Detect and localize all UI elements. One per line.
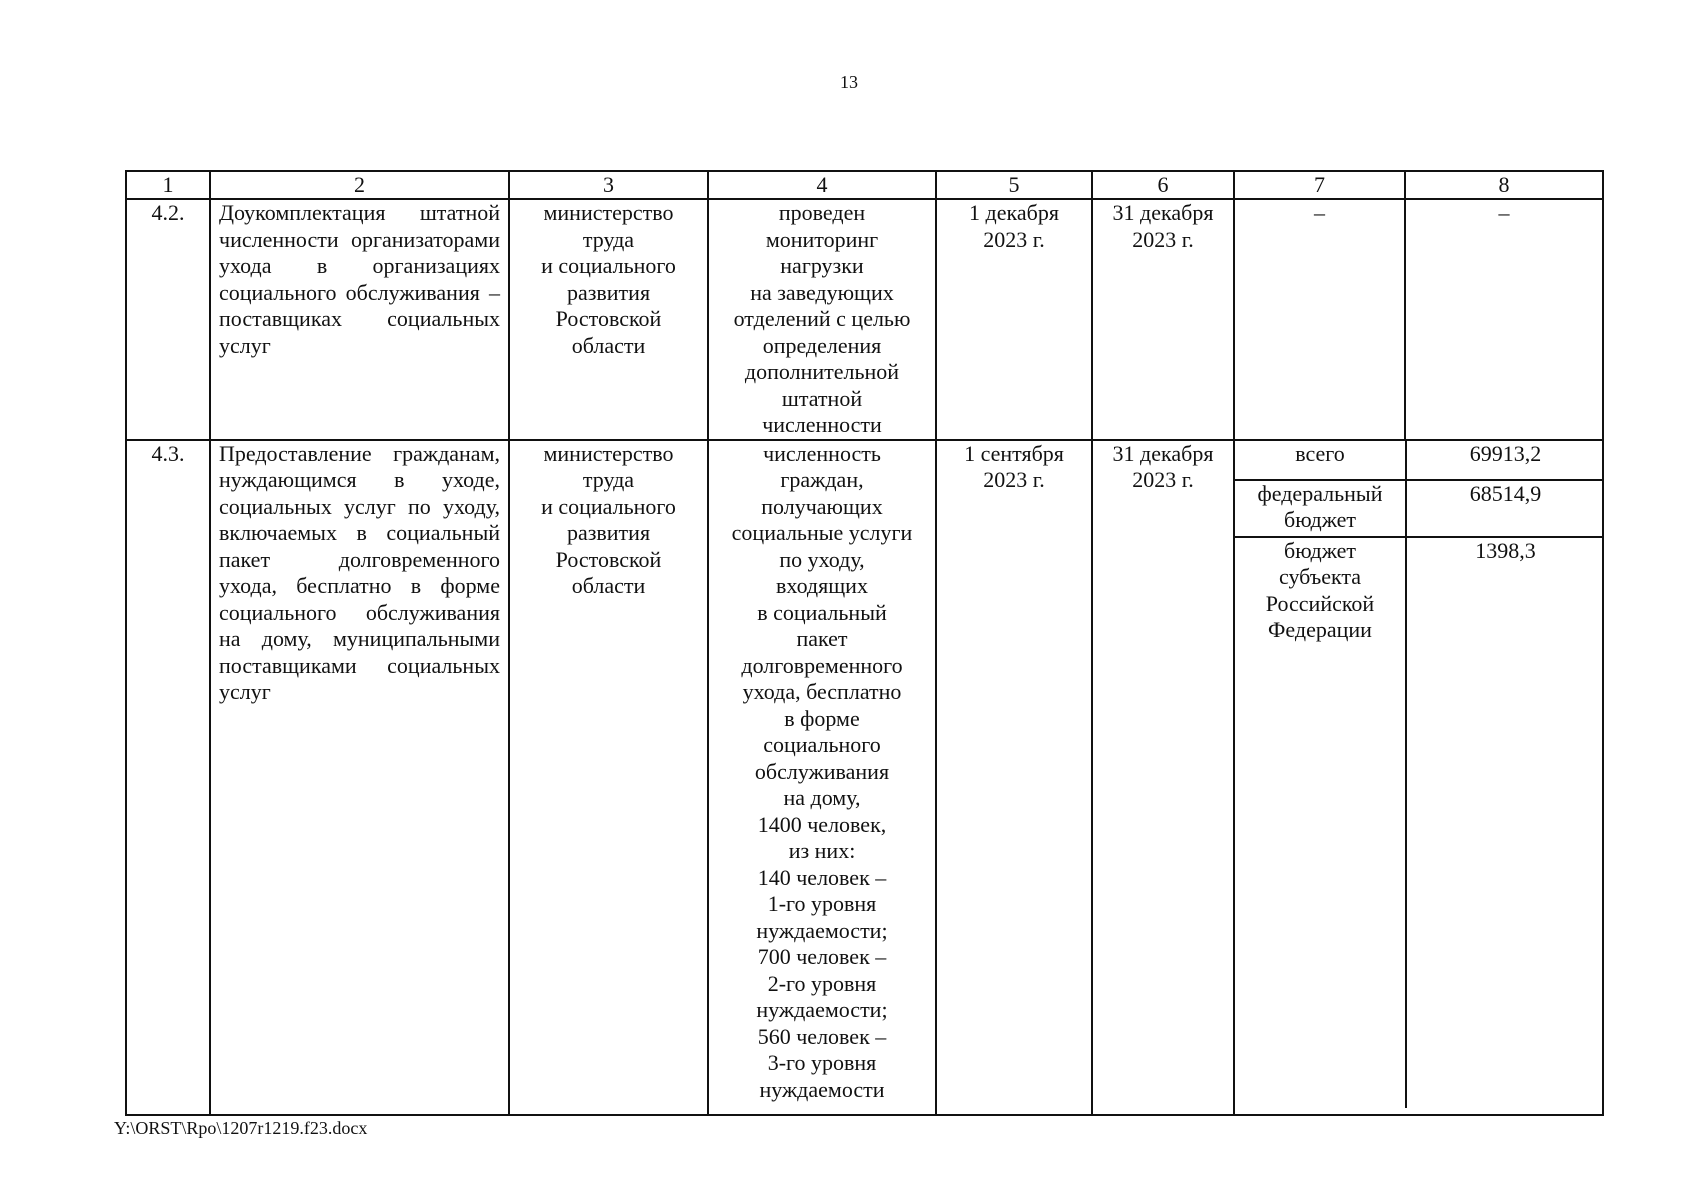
column-header: 8	[1405, 171, 1603, 199]
header-row	[126, 171, 1603, 199]
file-path-footer: Y:\ORST\Rpo\1207r1219.f23.docx	[114, 1118, 368, 1138]
funding-source: всего	[1235, 441, 1406, 480]
funding-row	[1235, 537, 1603, 1108]
funding-amount: –	[1405, 199, 1603, 440]
column-header: 7	[1234, 171, 1405, 199]
funding-row	[1235, 480, 1603, 537]
funding-source: –	[1234, 199, 1405, 440]
funding-amount: 69913,2	[1406, 441, 1603, 480]
funding-source: федеральный бюджет	[1235, 480, 1406, 537]
row-number: 4.2.	[126, 199, 210, 440]
funding-amount: 68514,9	[1406, 480, 1603, 537]
funding-source: бюджет субъекта Российской Федерации	[1265, 537, 1375, 642]
column-header: 2	[210, 171, 509, 199]
column-header: 1	[126, 171, 210, 199]
funding-table	[1235, 441, 1603, 1108]
table-row	[126, 440, 1603, 1116]
column-header: 3	[509, 171, 708, 199]
page-number: 13	[840, 72, 858, 92]
activity-title: Доукомплектация штатной численности организаторами ухода в организациях социального обслуживания – поставщиках социальных услуг	[210, 199, 509, 440]
funding-amount: 1398,3	[1406, 537, 1603, 1108]
activities-table	[125, 170, 1604, 1116]
expected-result: численность граждан, получающих социальные услуги по уходу, входящих в социальный пакет долговременного ухода, бесплатно в форме социального обслуживания на дому, 1400 человек, из них: 140 человек – 1-го уровня нуждаемости; 700 человек – 2-го уровня нуждаемости; 560 человек – 3-го уровня нуждаемости	[708, 440, 936, 1116]
column-header: 6	[1092, 171, 1234, 199]
start-date: 1 сентября 2023 г.	[936, 440, 1092, 1116]
column-header: 4	[708, 171, 936, 199]
row-number: 4.3.	[126, 440, 210, 1116]
start-date: 1 декабря 2023 г.	[936, 199, 1092, 440]
activity-title: Предоставление гражданам, нуждающимся в уходе, социальных услуг по уходу, включаемых в социальный пакет долговременного ухода, бесплатно в форме социального обслуживания на дому, муниципальными поставщиками социальных услуг	[210, 440, 509, 1116]
expected-result: проведен мониторинг нагрузки на заведующих отделений с целью определения дополнительной штатной численности	[708, 199, 936, 440]
table-row	[126, 199, 1603, 440]
column-header: 5	[936, 171, 1092, 199]
funding-row	[1235, 441, 1603, 480]
funding-breakdown	[1234, 440, 1603, 1116]
end-date: 31 декабря 2023 г.	[1092, 440, 1234, 1116]
end-date: 31 декабря 2023 г.	[1092, 199, 1234, 440]
executor: министерство труда и социального развития Ростовской области	[509, 440, 708, 1116]
executor: министерство труда и социального развития Ростовской области	[509, 199, 708, 440]
